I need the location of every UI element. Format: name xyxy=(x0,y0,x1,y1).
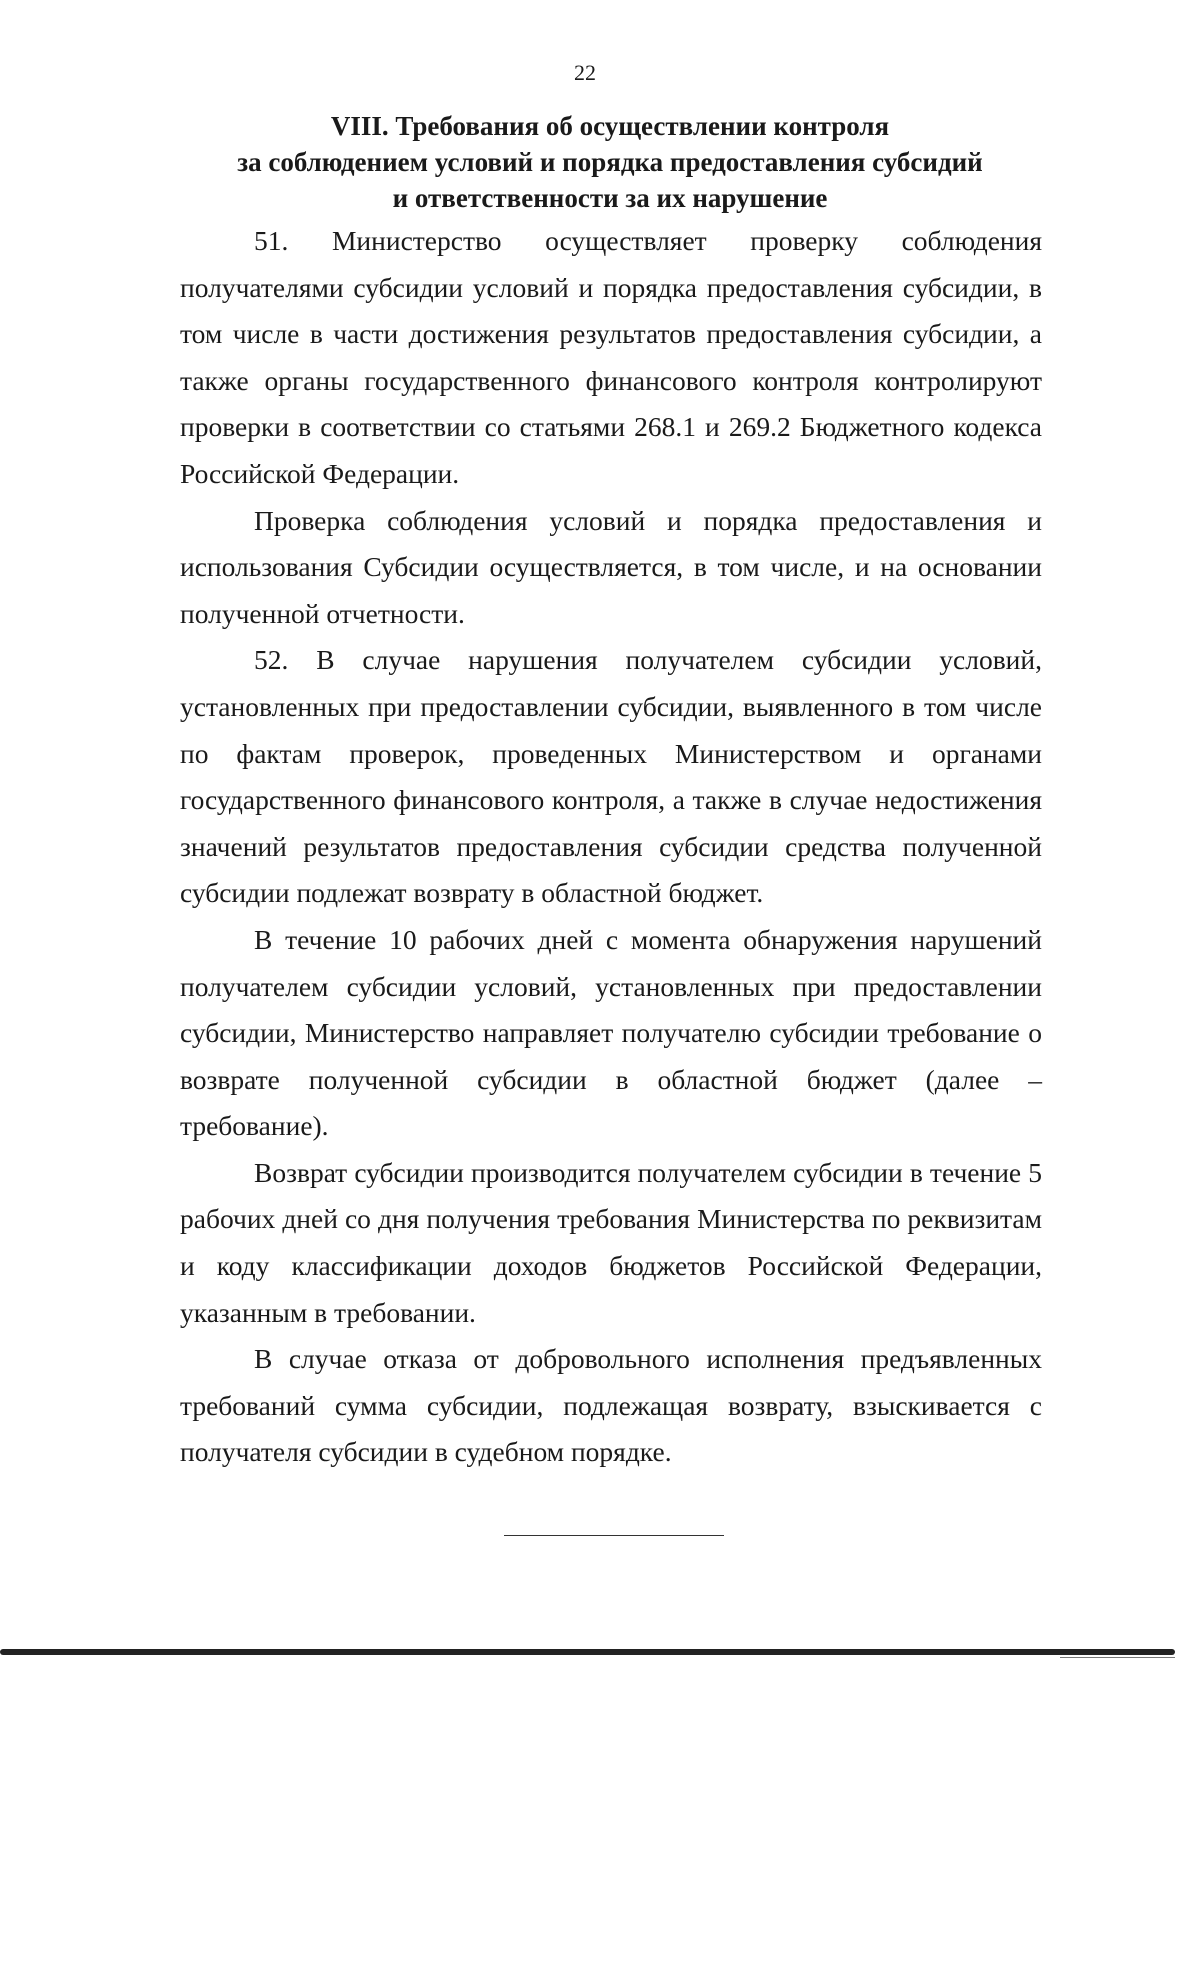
document-body xyxy=(180,218,1042,1476)
paragraph-52-notice: В течение 10 рабочих дней с момента обнаружения нарушений получателем субсидии условий, установленных при предоставлении субсидии, Министерство направляет получателю субсидии требование о возврате полученной субсидии в областной бюджет (далее – требование). xyxy=(180,923,1042,1142)
paragraph-52-refund: Возврат субсидии производится получателем субсидии в течение 5 рабочих дней со дня получения требования Министерства по реквизитам и коду классификации доходов бюджетов Российской Федерации, указанным в требовании. xyxy=(180,1156,1042,1328)
section-heading-line-2: за соблюдением условий и порядка предоставления субсидий xyxy=(237,147,983,177)
section-heading-line-1: VIII. Требования об осуществлении контроля xyxy=(330,111,890,141)
end-divider xyxy=(504,1535,724,1536)
paragraph-51-verification: Проверка соблюдения условий и порядка предоставления и использования Субсидии осуществляется, в том числе, и на основании полученной отчетности. xyxy=(180,504,1042,629)
scan-edge-line xyxy=(0,1649,1175,1655)
section-heading-line-3: и ответственности за их нарушение xyxy=(392,183,828,213)
paragraph-51: 51. Министерство осуществляет проверку соблюдения получателями субсидии условий и порядка предоставления субсидии, в том числе в части достижения результатов предоставления субсидии, а также органы государственного финансового контроля контролируют проверки в соответствии со статьями 268.1 и 269.2 Бюджетного кодекса Российской Федерации. xyxy=(180,225,1042,489)
page-number: 22 xyxy=(574,60,596,85)
scan-edge-thin-line xyxy=(1060,1657,1175,1658)
paragraph-52-court: В случае отказа от добровольного исполнения предъявленных требований сумма субсидии, подлежащая возврату, взыскивается с получателя субсидии в судебном порядке. xyxy=(180,1343,1042,1468)
section-heading xyxy=(180,108,1040,216)
paragraph-52: 52. В случае нарушения получателем субсидии условий, установленных при предоставлении субсидии, выявленного в том числе по фактам проверок, проведенных Министерством и органами государственного финансового контроля, а также в случае недостижения значений результатов предоставления субсидии средства полученной субсидии подлежат возврату в областной бюджет. xyxy=(180,644,1042,909)
